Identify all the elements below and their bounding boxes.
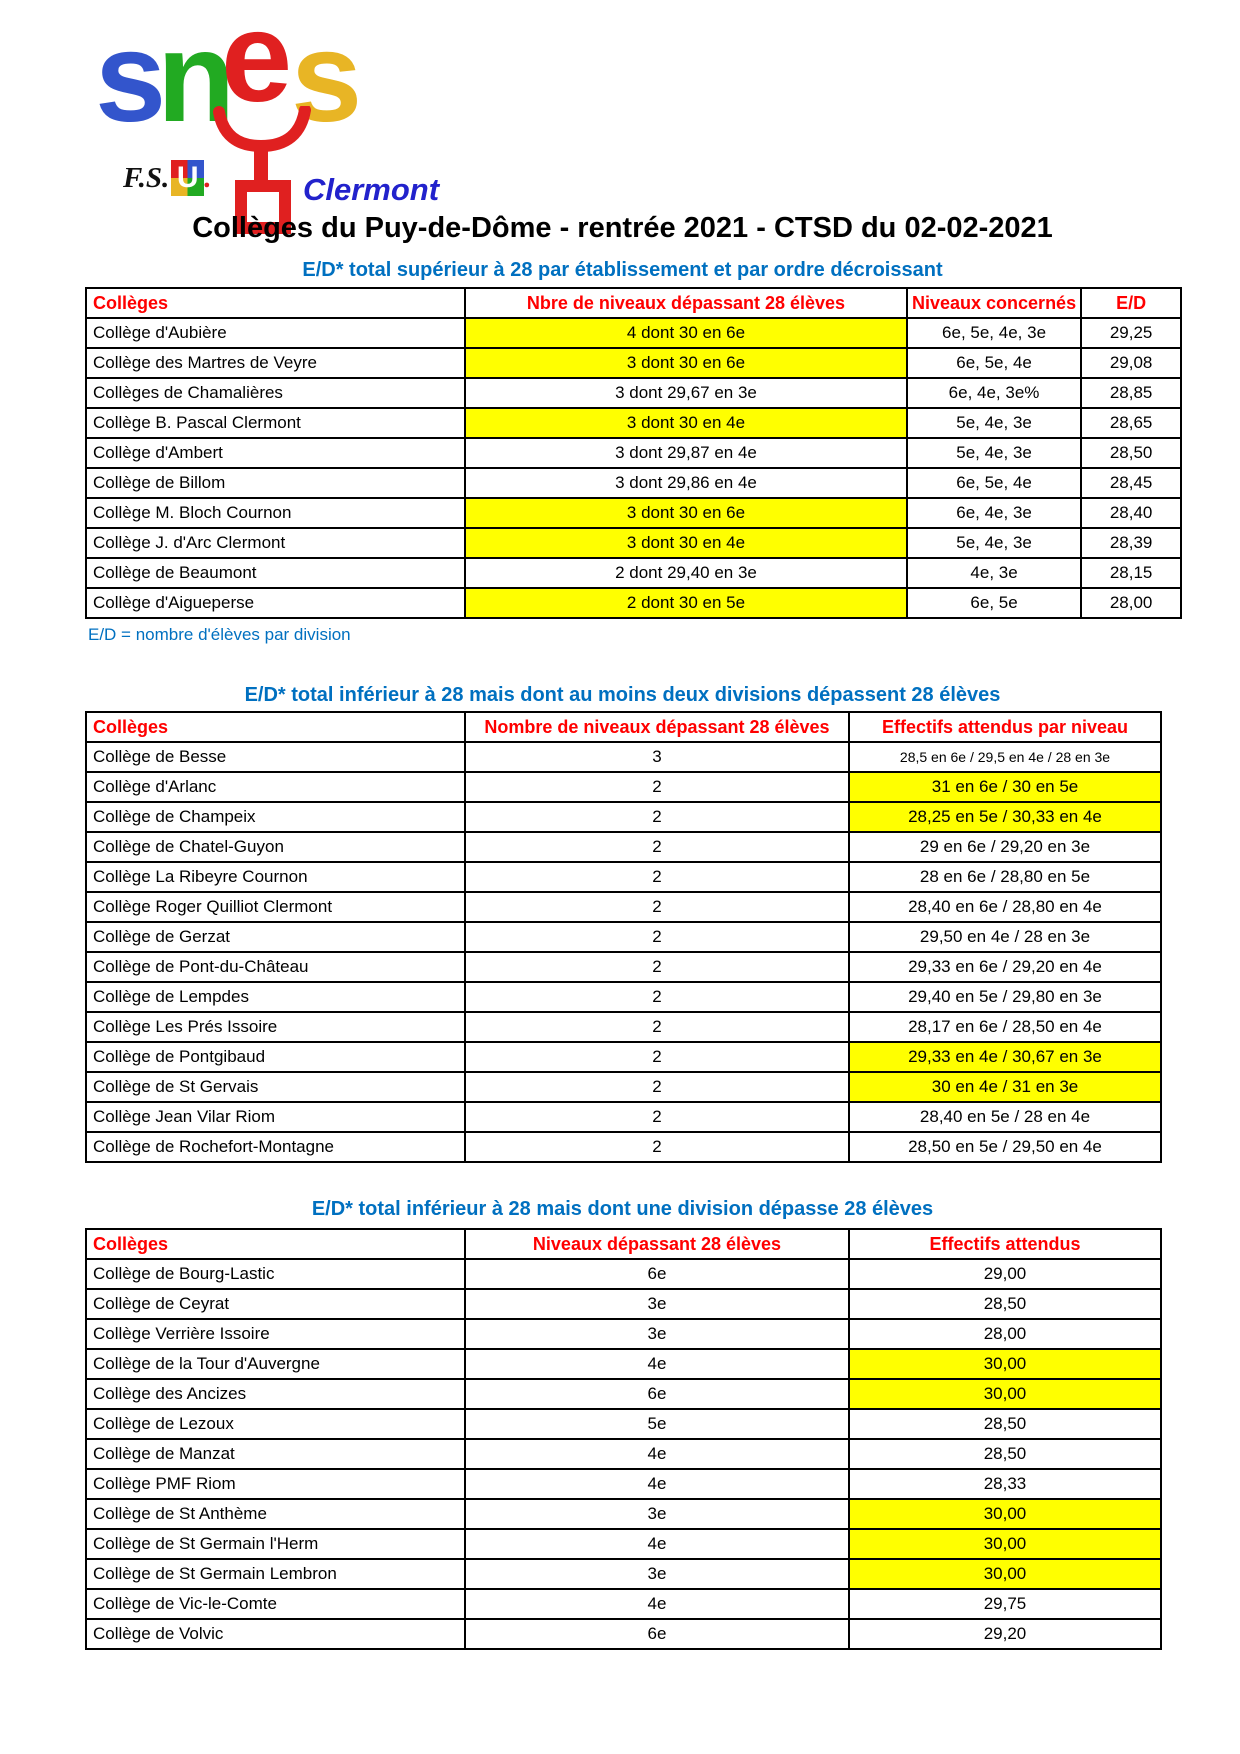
table-row bbox=[86, 1499, 1161, 1529]
nbre-niveaux-cell: 2 dont 29,40 en 3e bbox=[465, 558, 907, 588]
college-name-cell: Collège de Pont-du-Château bbox=[86, 952, 465, 982]
college-name-cell: Collège de Manzat bbox=[86, 1439, 465, 1469]
fsu-prefix: F.S. bbox=[123, 161, 170, 194]
table-row bbox=[86, 438, 1181, 468]
niveau-cell: 6e bbox=[465, 1379, 849, 1409]
table-row bbox=[86, 408, 1181, 438]
niveau-cell: 6e bbox=[465, 1259, 849, 1289]
logo-letter-s2: s bbox=[291, 6, 359, 149]
niveaux-concernes-cell: 5e, 4e, 3e bbox=[907, 408, 1081, 438]
table2-header-row bbox=[86, 712, 1161, 742]
ed-value-cell: 28,65 bbox=[1081, 408, 1181, 438]
nbre-niveaux-cell: 3 dont 30 en 6e bbox=[465, 348, 907, 378]
table-row bbox=[86, 1529, 1161, 1559]
ed-definition-footnote: E/D = nombre d'élèves par division bbox=[88, 625, 351, 644]
table-row bbox=[86, 1319, 1161, 1349]
nbre-niveaux-cell: 3 dont 29,67 en 3e bbox=[465, 378, 907, 408]
effectif-attendu-cell: 28,50 bbox=[849, 1439, 1161, 1469]
nombre-niveaux-cell: 2 bbox=[465, 892, 849, 922]
effectif-attendu-cell: 28,50 bbox=[849, 1289, 1161, 1319]
college-name-cell: Collège Jean Vilar Riom bbox=[86, 1102, 465, 1132]
column-header-nbre-niveaux: Nbre de niveaux dépassant 28 élèves bbox=[465, 288, 907, 318]
fsu-label bbox=[123, 160, 211, 196]
nombre-niveaux-cell: 2 bbox=[465, 832, 849, 862]
nombre-niveaux-cell: 2 bbox=[465, 1012, 849, 1042]
table-ed-superieur-28 bbox=[85, 287, 1182, 619]
ed-value-cell: 28,39 bbox=[1081, 528, 1181, 558]
nombre-niveaux-cell: 2 bbox=[465, 982, 849, 1012]
effectifs-attendus-cell: 31 en 6e / 30 en 5e bbox=[849, 772, 1161, 802]
effectif-attendu-cell: 30,00 bbox=[849, 1529, 1161, 1559]
nbre-niveaux-cell: 3 dont 29,86 en 4e bbox=[465, 468, 907, 498]
table-row bbox=[86, 468, 1181, 498]
college-name-cell: Collège de Volvic bbox=[86, 1619, 465, 1649]
table-row bbox=[86, 1589, 1161, 1619]
table1-header-row bbox=[86, 288, 1181, 318]
niveau-cell: 3e bbox=[465, 1559, 849, 1589]
college-name-cell: Collège M. Bloch Cournon bbox=[86, 498, 465, 528]
college-name-cell: Collège J. d'Arc Clermont bbox=[86, 528, 465, 558]
table-row bbox=[86, 1102, 1161, 1132]
college-name-cell: Collège d'Aubière bbox=[86, 318, 465, 348]
college-name-cell: Collège de St Germain l'Herm bbox=[86, 1529, 465, 1559]
college-name-cell: Collège de Champeix bbox=[86, 802, 465, 832]
table-row bbox=[86, 742, 1161, 772]
table-row bbox=[86, 862, 1161, 892]
column-header-niveaux-concernes: Niveaux concernés bbox=[907, 288, 1081, 318]
column-header-effectifs-niveau: Effectifs attendus par niveau bbox=[849, 712, 1161, 742]
college-name-cell: Collège d'Aigueperse bbox=[86, 588, 465, 618]
fsu-u-tile: U bbox=[171, 160, 204, 196]
niveau-cell: 4e bbox=[465, 1439, 849, 1469]
college-name-cell: Collège La Ribeyre Cournon bbox=[86, 862, 465, 892]
effectifs-attendus-cell: 28,5 en 6e / 29,5 en 4e / 28 en 3e bbox=[849, 742, 1161, 772]
college-name-cell: Collège de St Gervais bbox=[86, 1072, 465, 1102]
table-row bbox=[86, 982, 1161, 1012]
effectifs-attendus-cell: 29,40 en 5e / 29,80 en 3e bbox=[849, 982, 1161, 1012]
nbre-niveaux-cell: 3 dont 30 en 4e bbox=[465, 408, 907, 438]
college-name-cell: Collège Roger Quilliot Clermont bbox=[86, 892, 465, 922]
niveau-cell: 4e bbox=[465, 1589, 849, 1619]
niveaux-concernes-cell: 6e, 4e, 3e bbox=[907, 498, 1081, 528]
college-name-cell: Collège des Martres de Veyre bbox=[86, 348, 465, 378]
niveau-cell: 4e bbox=[465, 1469, 849, 1499]
niveaux-concernes-cell: 6e, 5e, 4e bbox=[907, 468, 1081, 498]
table-row bbox=[86, 802, 1161, 832]
table-row bbox=[86, 558, 1181, 588]
niveau-cell: 4e bbox=[465, 1349, 849, 1379]
column-header-effectifs: Effectifs attendus bbox=[849, 1229, 1161, 1259]
niveaux-concernes-cell: 6e, 5e, 4e, 3e bbox=[907, 318, 1081, 348]
ed-value-cell: 28,50 bbox=[1081, 438, 1181, 468]
table-row bbox=[86, 378, 1181, 408]
niveau-cell: 3e bbox=[465, 1499, 849, 1529]
table-row bbox=[86, 1012, 1161, 1042]
column-header-colleges: Collèges bbox=[86, 288, 465, 318]
table-row bbox=[86, 348, 1181, 378]
column-header-nombre-niveaux: Nombre de niveaux dépassant 28 élèves bbox=[465, 712, 849, 742]
page-title: Collèges du Puy-de-Dôme - rentrée 2021 - CTSD du 02-02-2021 bbox=[192, 212, 1053, 244]
college-name-cell: Collège de Lezoux bbox=[86, 1409, 465, 1439]
table-deux-divisions-depassent bbox=[85, 711, 1162, 1163]
table-row bbox=[86, 528, 1181, 558]
college-name-cell: Collège PMF Riom bbox=[86, 1469, 465, 1499]
nombre-niveaux-cell: 2 bbox=[465, 862, 849, 892]
column-header-niveaux-depassant: Niveaux dépassant 28 élèves bbox=[465, 1229, 849, 1259]
college-name-cell: Collèges de Chamalières bbox=[86, 378, 465, 408]
ed-value-cell: 28,85 bbox=[1081, 378, 1181, 408]
niveau-cell: 5e bbox=[465, 1409, 849, 1439]
college-name-cell: Collège de Lempdes bbox=[86, 982, 465, 1012]
effectif-attendu-cell: 30,00 bbox=[849, 1499, 1161, 1529]
section1-subtitle: E/D* total supérieur à 28 par établissement et par ordre décroissant bbox=[302, 259, 943, 281]
effectifs-attendus-cell: 29,33 en 4e / 30,67 en 3e bbox=[849, 1042, 1161, 1072]
nombre-niveaux-cell: 2 bbox=[465, 1072, 849, 1102]
college-name-cell: Collège Verrière Issoire bbox=[86, 1319, 465, 1349]
section3-subtitle: E/D* total inférieur à 28 mais dont une division dépasse 28 élèves bbox=[311, 1198, 934, 1220]
effectif-attendu-cell: 28,00 bbox=[849, 1319, 1161, 1349]
ed-value-cell: 28,45 bbox=[1081, 468, 1181, 498]
effectifs-attendus-cell: 29,33 en 6e / 29,20 en 4e bbox=[849, 952, 1161, 982]
college-name-cell: Collège de Vic-le-Comte bbox=[86, 1589, 465, 1619]
niveaux-concernes-cell: 6e, 5e, 4e bbox=[907, 348, 1081, 378]
effectif-attendu-cell: 29,20 bbox=[849, 1619, 1161, 1649]
niveaux-concernes-cell: 4e, 3e bbox=[907, 558, 1081, 588]
table-row bbox=[86, 1072, 1161, 1102]
niveau-cell: 6e bbox=[465, 1619, 849, 1649]
table-row bbox=[86, 1379, 1161, 1409]
table3-header-row bbox=[86, 1229, 1161, 1259]
effectif-attendu-cell: 28,50 bbox=[849, 1409, 1161, 1439]
effectif-attendu-cell: 30,00 bbox=[849, 1559, 1161, 1589]
column-header-colleges: Collèges bbox=[86, 712, 465, 742]
nbre-niveaux-cell: 3 dont 30 en 6e bbox=[465, 498, 907, 528]
table-row bbox=[86, 1349, 1161, 1379]
nbre-niveaux-cell: 4 dont 30 en 6e bbox=[465, 318, 907, 348]
column-header-colleges: Collèges bbox=[86, 1229, 465, 1259]
table-row bbox=[86, 1132, 1161, 1162]
table-row bbox=[86, 498, 1181, 528]
niveau-cell: 3e bbox=[465, 1289, 849, 1319]
table-row bbox=[86, 1259, 1161, 1289]
nombre-niveaux-cell: 2 bbox=[465, 922, 849, 952]
effectifs-attendus-cell: 28,40 en 6e / 28,80 en 4e bbox=[849, 892, 1161, 922]
effectif-attendu-cell: 30,00 bbox=[849, 1349, 1161, 1379]
effectif-attendu-cell: 30,00 bbox=[849, 1379, 1161, 1409]
college-name-cell: Collège de Beaumont bbox=[86, 558, 465, 588]
effectifs-attendus-cell: 30 en 4e / 31 en 3e bbox=[849, 1072, 1161, 1102]
nombre-niveaux-cell: 3 bbox=[465, 742, 849, 772]
college-name-cell: Collège Les Prés Issoire bbox=[86, 1012, 465, 1042]
table-row bbox=[86, 952, 1161, 982]
niveau-cell: 4e bbox=[465, 1529, 849, 1559]
niveaux-concernes-cell: 5e, 4e, 3e bbox=[907, 438, 1081, 468]
college-name-cell: Collège B. Pascal Clermont bbox=[86, 408, 465, 438]
niveaux-concernes-cell: 6e, 5e bbox=[907, 588, 1081, 618]
table-row bbox=[86, 832, 1161, 862]
logo-letter-s1: s bbox=[95, 6, 163, 149]
table-row bbox=[86, 1469, 1161, 1499]
effectifs-attendus-cell: 28 en 6e / 28,80 en 5e bbox=[849, 862, 1161, 892]
logo-letter-e: e bbox=[221, 0, 289, 129]
table-row bbox=[86, 922, 1161, 952]
college-name-cell: Collège de Bourg-Lastic bbox=[86, 1259, 465, 1289]
college-name-cell: Collège de St Germain Lembron bbox=[86, 1559, 465, 1589]
nbre-niveaux-cell: 3 dont 30 en 4e bbox=[465, 528, 907, 558]
table-une-division-depasse bbox=[85, 1228, 1162, 1650]
section2-subtitle: E/D* total inférieur à 28 mais dont au moins deux divisions dépassent 28 élèves bbox=[244, 684, 1001, 706]
college-name-cell: Collège de la Tour d'Auvergne bbox=[86, 1349, 465, 1379]
effectifs-attendus-cell: 28,25 en 5e / 30,33 en 4e bbox=[849, 802, 1161, 832]
fsu-dot: . bbox=[204, 161, 212, 194]
table-row bbox=[86, 772, 1161, 802]
table-row bbox=[86, 588, 1181, 618]
nbre-niveaux-cell: 2 dont 30 en 5e bbox=[465, 588, 907, 618]
table-row bbox=[86, 1042, 1161, 1072]
college-name-cell: Collège de Chatel-Guyon bbox=[86, 832, 465, 862]
college-name-cell: Collège d'Ambert bbox=[86, 438, 465, 468]
college-name-cell: Collège des Ancizes bbox=[86, 1379, 465, 1409]
college-name-cell: Collège de Gerzat bbox=[86, 922, 465, 952]
snes-fsu-logo bbox=[95, 0, 455, 207]
effectif-attendu-cell: 29,00 bbox=[849, 1259, 1161, 1289]
effectif-attendu-cell: 28,33 bbox=[849, 1469, 1161, 1499]
logo-letter-n: n bbox=[157, 6, 232, 149]
nombre-niveaux-cell: 2 bbox=[465, 952, 849, 982]
niveaux-concernes-cell: 5e, 4e, 3e bbox=[907, 528, 1081, 558]
table-row bbox=[86, 318, 1181, 348]
table-row bbox=[86, 1619, 1161, 1649]
ed-value-cell: 28,15 bbox=[1081, 558, 1181, 588]
ed-value-cell: 28,40 bbox=[1081, 498, 1181, 528]
table-row bbox=[86, 1439, 1161, 1469]
table-row bbox=[86, 1289, 1161, 1319]
logo-city-label: Clermont bbox=[303, 172, 440, 207]
ed-value-cell: 29,08 bbox=[1081, 348, 1181, 378]
effectifs-attendus-cell: 28,50 en 5e / 29,50 en 4e bbox=[849, 1132, 1161, 1162]
college-name-cell: Collège de Ceyrat bbox=[86, 1289, 465, 1319]
column-header-ed: E/D bbox=[1081, 288, 1181, 318]
college-name-cell: Collège de Pontgibaud bbox=[86, 1042, 465, 1072]
effectifs-attendus-cell: 29 en 6e / 29,20 en 3e bbox=[849, 832, 1161, 862]
ed-value-cell: 29,25 bbox=[1081, 318, 1181, 348]
nombre-niveaux-cell: 2 bbox=[465, 772, 849, 802]
nombre-niveaux-cell: 2 bbox=[465, 1042, 849, 1072]
effectif-attendu-cell: 29,75 bbox=[849, 1589, 1161, 1619]
table-row bbox=[86, 1409, 1161, 1439]
table-row bbox=[86, 1559, 1161, 1589]
effectifs-attendus-cell: 29,50 en 4e / 28 en 3e bbox=[849, 922, 1161, 952]
nombre-niveaux-cell: 2 bbox=[465, 1102, 849, 1132]
college-name-cell: Collège de St Anthème bbox=[86, 1499, 465, 1529]
effectifs-attendus-cell: 28,17 en 6e / 28,50 en 4e bbox=[849, 1012, 1161, 1042]
college-name-cell: Collège de Billom bbox=[86, 468, 465, 498]
table-row bbox=[86, 892, 1161, 922]
nombre-niveaux-cell: 2 bbox=[465, 1132, 849, 1162]
nbre-niveaux-cell: 3 dont 29,87 en 4e bbox=[465, 438, 907, 468]
niveaux-concernes-cell: 6e, 4e, 3e% bbox=[907, 378, 1081, 408]
effectifs-attendus-cell: 28,40 en 5e / 28 en 4e bbox=[849, 1102, 1161, 1132]
nombre-niveaux-cell: 2 bbox=[465, 802, 849, 832]
college-name-cell: Collège d'Arlanc bbox=[86, 772, 465, 802]
ed-value-cell: 28,00 bbox=[1081, 588, 1181, 618]
college-name-cell: Collège de Rochefort-Montagne bbox=[86, 1132, 465, 1162]
niveau-cell: 3e bbox=[465, 1319, 849, 1349]
college-name-cell: Collège de Besse bbox=[86, 742, 465, 772]
